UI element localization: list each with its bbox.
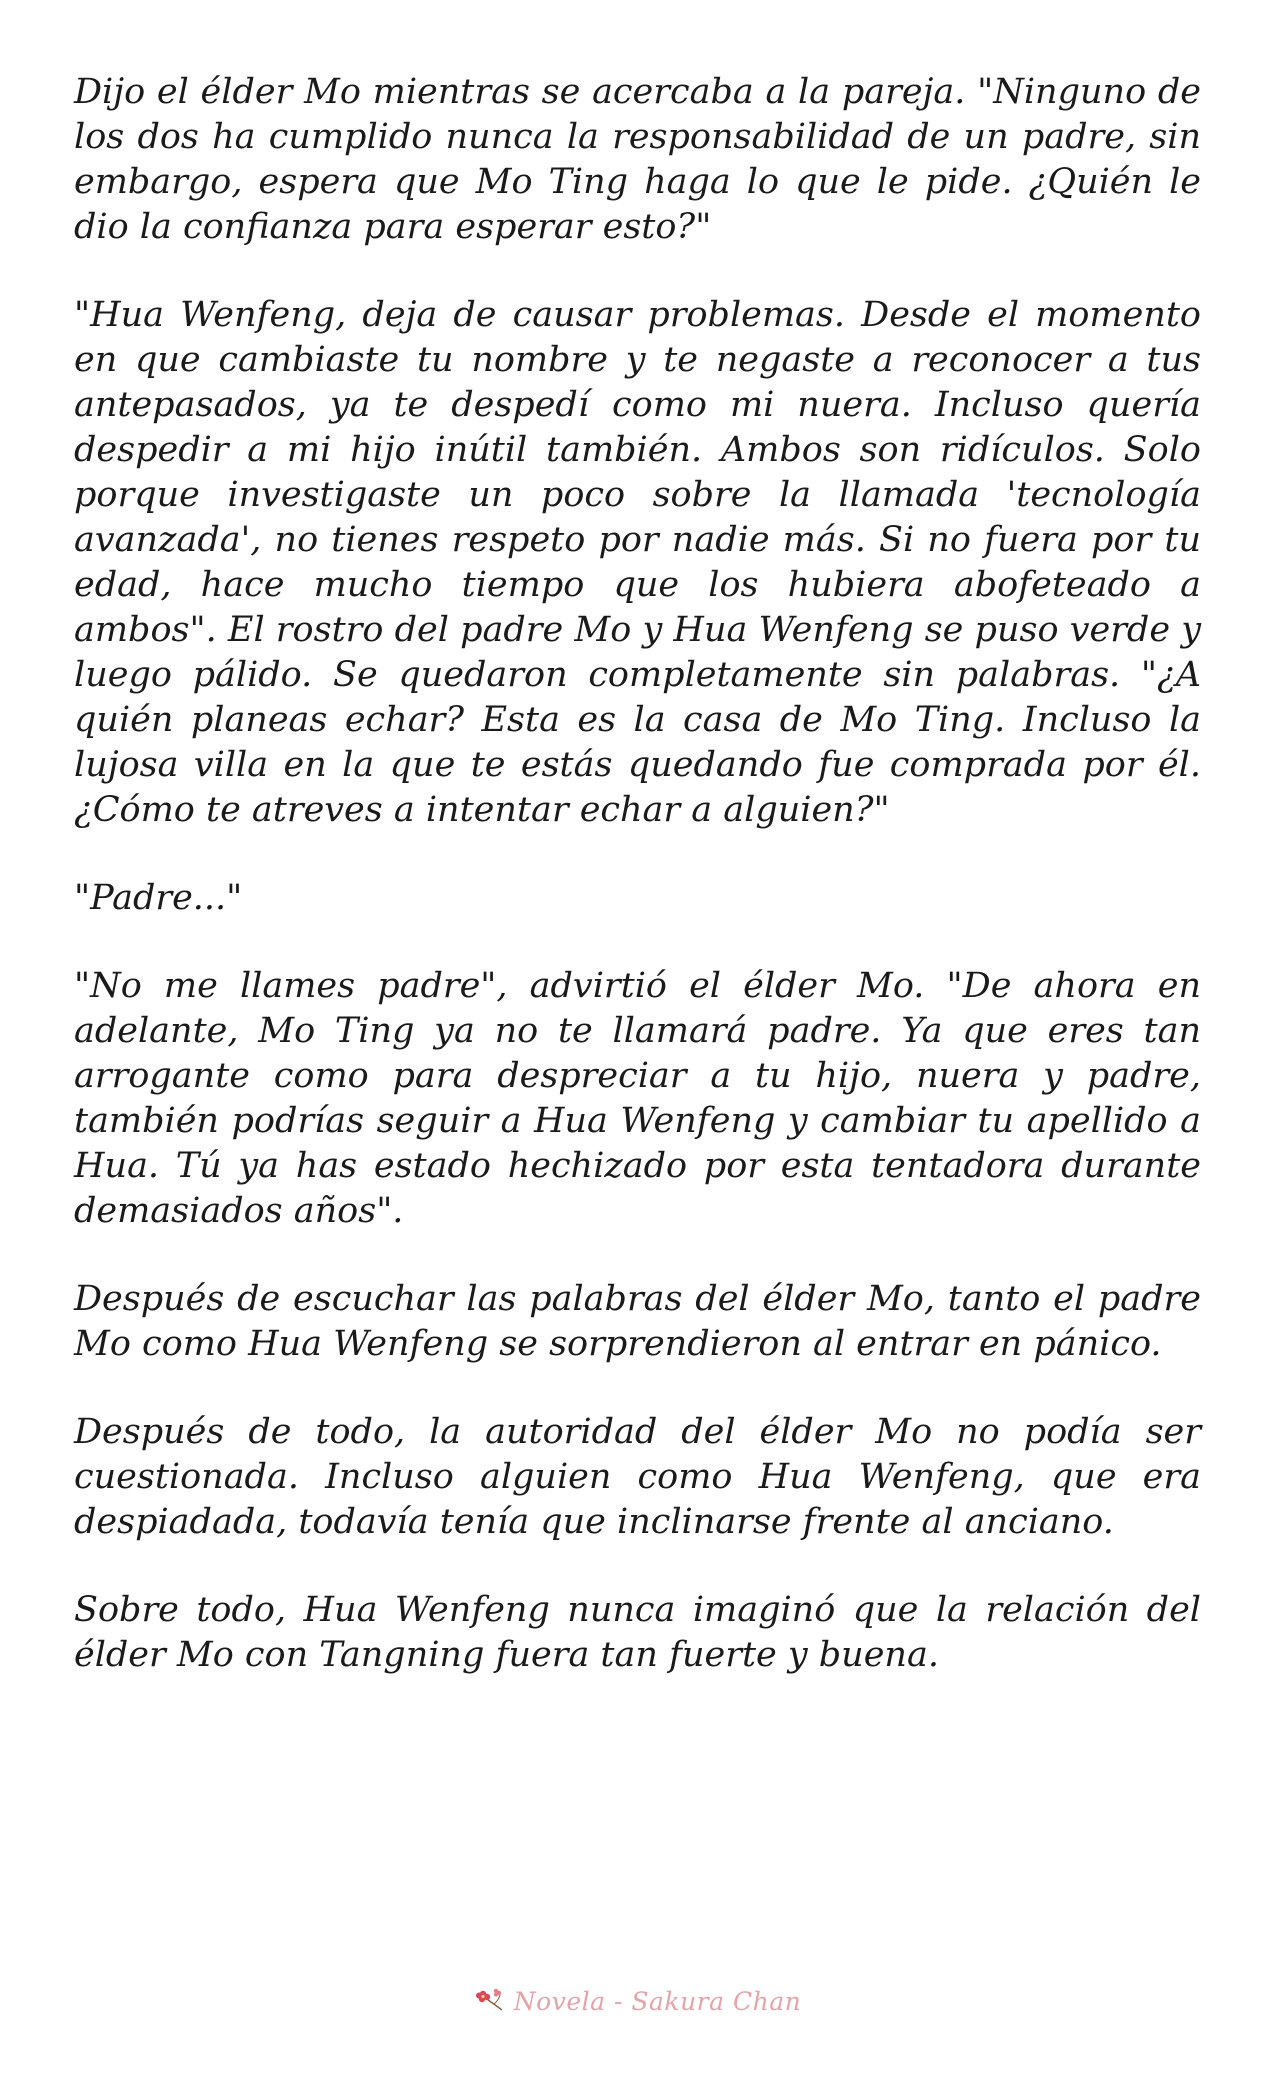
paragraph-5: Después de escuchar las palabras del élder Mo, tanto el padre Mo como Hua Wenfeng se sorprendieron al entrar en pánico. — [74, 1279, 1201, 1364]
paragraph-6: Después de todo, la autoridad del élder Mo no podía ser cuestionada. Incluso alguien como Hua Wenfeng, que era despiadada, todavía tenía que inclinarse frente al anciano. — [74, 1412, 1201, 1542]
watermark-text: Novela - Sakura Chan — [513, 1986, 802, 2016]
paragraph-7: Sobre todo, Hua Wenfeng nunca imaginó que la relación del élder Mo con Tangning fuera tan fuerte y buena. — [74, 1590, 1201, 1675]
document-body — [74, 70, 1201, 1721]
paragraph-3: "Padre..." — [74, 878, 243, 918]
sakura-blossom-icon — [474, 1986, 508, 2016]
paragraph-2: "Hua Wenfeng, deja de causar problemas. Desde el momento en que cambiaste tu nombre y te negaste a reconocer a tus antepasados, ya te despedí como mi nuera. Incluso quería despedir a mi hijo inútil también. Ambos son ridículos. Solo porque investigaste un poco sobre la llamada 'tecnología avanzada', no tienes respeto por nadie más. Si no fuera por tu edad, hace mucho tiempo que los hubiera abofeteado a ambos". El rostro del padre Mo y Hua Wenfeng se puso verde y luego pálido. Se quedaron completamente sin palabras. "¿A quién planeas echar? Esta es la casa de Mo Ting. Incluso la lujosa villa en la que te estás quedando fue comprada por él. ¿Cómo te atreves a intentar echar a alguien?" — [74, 295, 1201, 830]
paragraph-4: "No me llames padre", advirtió el élder Mo. "De ahora en adelante, Mo Ting ya no te llamará padre. Ya que eres tan arrogante como para despreciar a tu hijo, nuera y padre, también podrías seguir a Hua Wenfeng y cambiar tu apellido a Hua. Tú ya has estado hechizado por esta tentadora durante demasiados años". — [74, 966, 1201, 1231]
paragraph-1: Dijo el élder Mo mientras se acercaba a la pareja. "Ninguno de los dos ha cumplido nunca la responsabilidad de un padre, sin embargo, espera que Mo Ting haga lo que le pide. ¿Quién le dio la confianza para esperar esto?" — [74, 72, 1201, 247]
watermark-footer — [0, 1986, 1275, 2016]
